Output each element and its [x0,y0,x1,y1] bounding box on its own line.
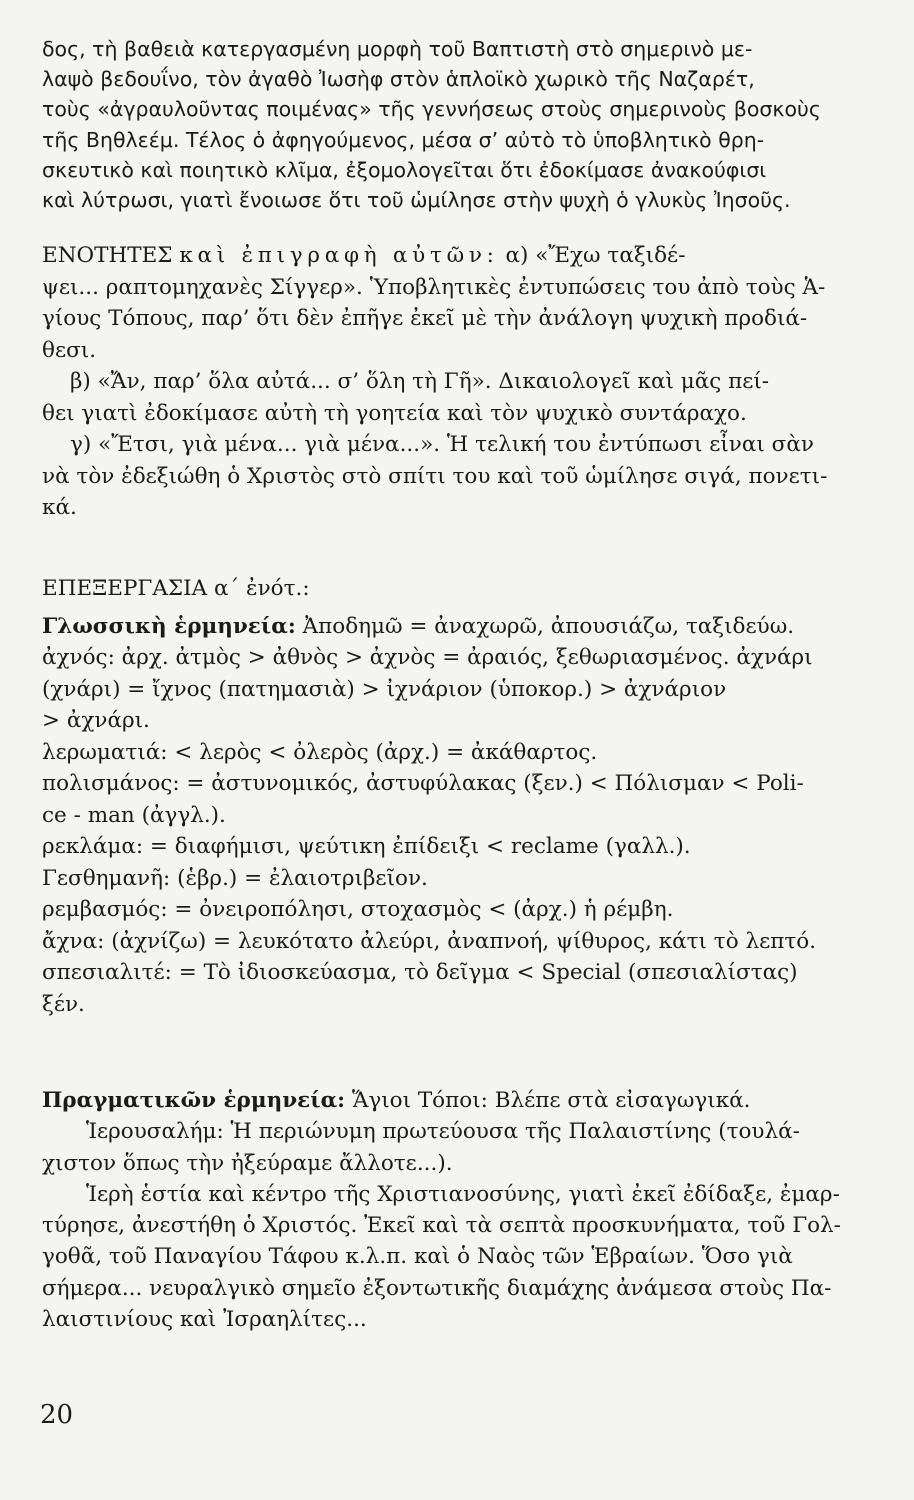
text-line: Γεσθημανῆ: (ἑβρ.) = ἐλαιοτριβεῖον. [42,865,428,891]
enotites-heading: ΕΝΟΤΗΤΕΣ [42,243,173,268]
enotites-heading-line [42,240,870,272]
pragmatikon-section [42,1085,870,1335]
gloss-first: Ἀποδημῶ = ἀναχωρῶ, ἀπουσιάζω, ταξιδεύω. [302,613,795,639]
text-line: θεσι. [42,337,97,363]
page-number: 20 [40,1400,74,1430]
text-line: Ἱερὴ ἑστία καὶ κέντρο τῆς Χριστιανοσύνης, γιατὶ ἐκεῖ ἐδίδαξε, ἐμαρ- [86,1181,840,1207]
text-line: σήμερα... νευραλγικὸ σημεῖο ἐξοντωτικῆς διαμάχης ἀνάμεσα στοὺς Πα- [42,1275,832,1301]
text-line: ρεμβασμός: = ὀνειροπόλησι, στοχασμὸς < (ἀρχ.) ἡ ρέμβη. [42,897,674,922]
text-line: πολισμάνος: = ἀστυνομικός, ἀστυφύλακας (ξεν.) < Πόλισμαν < Poli- [42,771,804,796]
text-line: λαιστινίους καὶ Ἰσραηλίτες... [42,1307,367,1333]
enotites-line1-rest: α) «Ἔχω ταξιδέ- [505,243,686,268]
text-line: δος, τὴ βαθειὰ κατεργασμένη μορφὴ τοῦ Βαπτιστὴ στὸ σημερινὸ με- [42,37,753,61]
text-line: ξέν. [42,991,85,1017]
pragmatikon-first-line [42,1085,870,1116]
text-line: θει γιατὶ ἐδοκίμασε αὐτὴ τὴ γοητεία καὶ τὸν ψυχικὸ συντάραχο. [42,400,747,426]
text-line: Ἱερουσαλήμ: Ἡ περιώνυμη πρωτεύουσα τῆς Παλαιστίνης (τουλά- [86,1119,800,1145]
text-line: > ἀχνάρι. [42,708,150,733]
text-line: ce - man (ἀγγλ.). [42,802,226,828]
text-line: γίους Τόπους, παρ’ ὅτι δὲν ἐπῆγε ἐκεῖ μὲ τὴν ἀνάλογη ψυχικὴ προδιά- [42,306,808,331]
text-line: ψει... ραπτομηχανὲς Σίγγερ». Ὑποβλητικὲς ἐντυπώσεις του ἀπὸ τοὺς Ἁ- [42,274,826,300]
enotites-section [42,240,870,524]
pragmatikon-label: Πραγματικῶν ἑρμηνεία: [42,1088,346,1113]
text-line: τῆς Βηθλεέμ. Τέλος ὁ ἀφηγούμενος, μέσα σ’ αὐτὸ τὸ ὑποβλητικὸ θρη- [42,127,765,152]
text-line: χιστον ὅπως τὴν ἠξεύραμε ἄλλοτε...). [42,1150,453,1176]
text-line: ἄχνα: (ἀχνίζω) = λευκότατο ἀλεύρι, ἀναπνοή, ψίθυρος, κάτι τὸ λεπτό. [42,928,817,954]
gloss-label: Γλωσσικὴ ἑρμηνεία: [42,613,296,639]
text-line: ἀχνός: ἀρχ. ἀτμὸς > ἀθνὸς > ἀχνὸς = ἀραιός, ξεθωριασμένος. ἀχνάρι [42,645,813,670]
gloss-first-line [42,611,870,643]
text-line: β) «Ἄν, παρ’ ὅλα αὐτά... σ’ ὅλη τὴ Γῆ». Δικαιολογεῖ καὶ μᾶς πεί- [70,369,770,394]
text-line: τοὺς «ἀγραυλοῦντας ποιμένας» τῆς γεννήσεως στοὺς σημερινοὺς βοσκοὺς [42,97,821,122]
epexergasia-heading: ΕΠΕΞΕΡΓΑΣΙΑ [42,576,208,601]
text-line: λαψὸ βεδουΐνο, τὸν ἀγαθὸ Ἰωσὴφ στὸν ἁπλοϊκὸ χωρικὸ τῆς Ναζαρέτ, [42,67,755,92]
intro-paragraph [42,34,870,215]
text-line: ρεκλάμα: = διαφήμισι, ψεύτικη ἐπίδειξι < reclame (γαλλ.). [42,834,691,859]
enotites-subtitle: καὶ ἐπιγραφὴ αὐτῶν: [179,243,499,268]
text-line: κά. [42,495,77,520]
epexergasia-heading-line [42,573,870,605]
text-line: καὶ λύτρωσι, γιατὶ ἔνοιωσε ὅτι τοῦ ὡμίλησε στὴν ψυχὴ ὁ γλυκὺς Ἰησοῦς. [42,187,791,212]
text-line: (χνάρι) = ἴχνος (πατημασιὰ) > ἰχνάριον (ὑποκορ.) > ἀχνάριον [42,676,727,702]
pragmatikon-first: Ἅγιοι Τόποι: Βλέπε στὰ εἰσαγωγικά. [351,1088,751,1113]
text-line: γοθᾶ, τοῦ Παναγίου Τάφου κ.λ.π. καὶ ὁ Ναὸς τῶν Ἑβραίων. Ὅσο γιὰ [42,1244,793,1270]
text-line: σπεσιαλιτέ: = Τὸ ἰδιοσκεύασμα, τὸ δεῖγμα < Special (σπεσιαλίστας) [42,960,798,985]
text-line: τύρησε, ἀνεστήθη ὁ Χριστός. Ἐκεῖ καὶ τὰ σεπτὰ προσκυνήματα, τοῦ Γολ- [42,1213,841,1239]
epexergasia-suffix: α΄ ἐνότ.: [213,576,310,601]
epexergasia-section [42,573,870,1020]
text-line: νὰ τὸν ἐδεξιώθη ὁ Χριστὸς στὸ σπίτι του καὶ τοῦ ὡμίλησε σιγά, πονετι- [42,463,828,489]
text-line: σκευτικὸ καὶ ποιητικὸ κλῖμα, ἐξομολογεῖται ὅτι ἐδοκίμασε ἀνακούφισι [42,157,767,182]
text-line: γ) «Ἔτσι, γιὰ μένα... γιὰ μένα...». Ἡ τελική του ἐντύπωσι εἶναι σὰν [70,432,814,457]
text-line: λερωματιά: < λερὸς < ὀλερὸς (ἀρχ.) = ἀκάθαρτος. [42,739,598,765]
